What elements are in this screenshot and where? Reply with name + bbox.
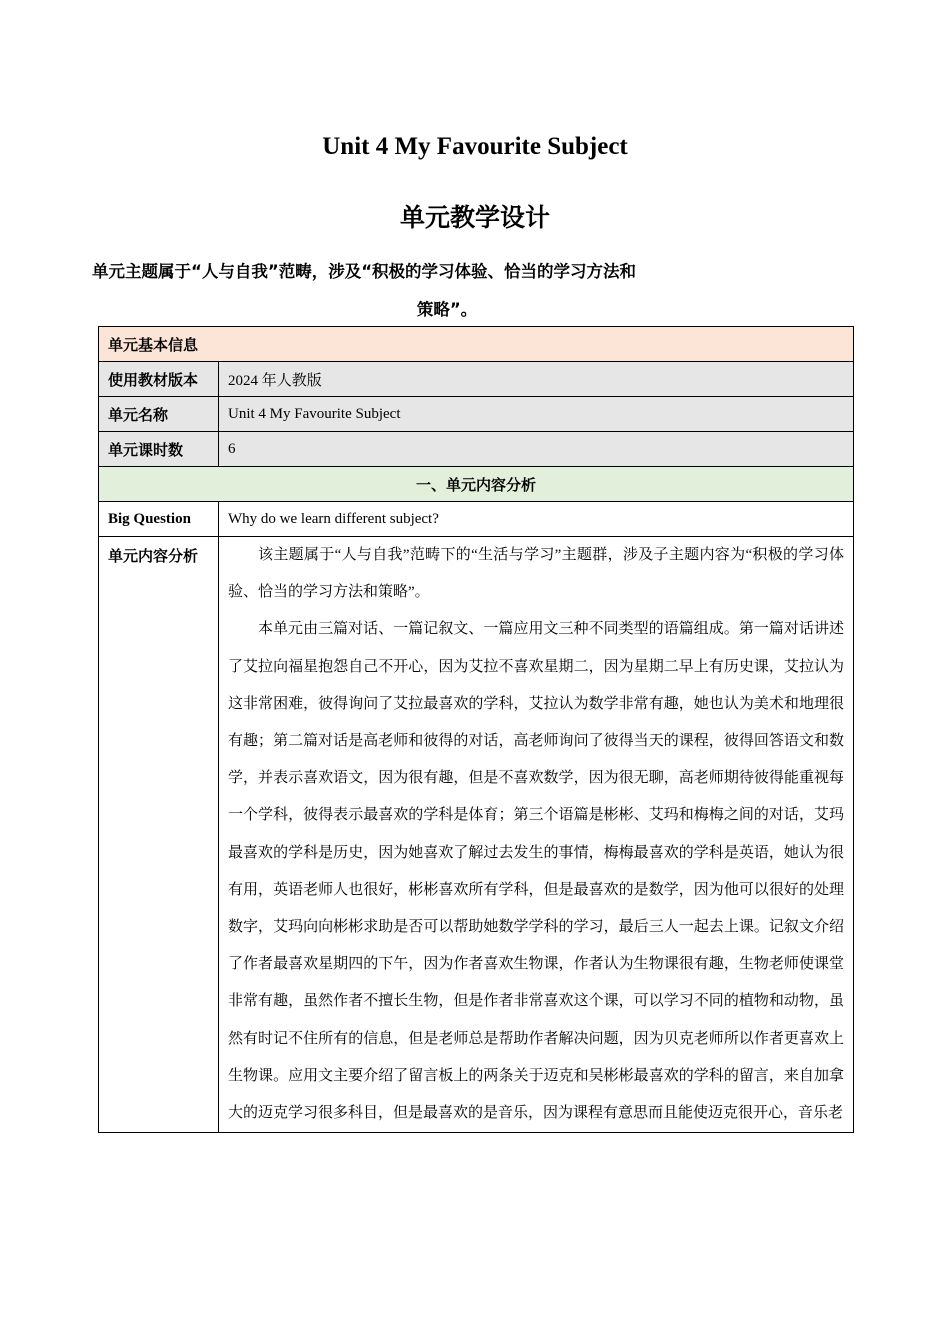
content-analysis-text xyxy=(219,537,854,1133)
basic-info-header-row xyxy=(99,327,854,362)
lesson-count-label: 单元课时数 xyxy=(99,432,219,467)
basic-info-header: 单元基本信息 xyxy=(99,327,854,362)
theme-line-2: 策略”。 xyxy=(416,300,478,319)
content-paragraph-1: 该主题属于“人与自我”范畴下的“生活与学习”主题群，涉及子主题内容为“积极的学习体验、恰当的学习方法和策略”。 xyxy=(228,547,845,601)
lesson-count-value: 6 xyxy=(219,432,854,467)
textbook-row xyxy=(99,362,854,397)
content-analysis-section-header: 一、单元内容分析 xyxy=(99,467,854,502)
big-question-label: Big Question xyxy=(99,502,219,537)
unit-name-value: Unit 4 My Favourite Subject xyxy=(219,397,854,432)
theme-line-1: 单元主题属于“人与自我”范畴，涉及“积极的学习体验、恰当的学习方法和 xyxy=(92,262,637,281)
content-paragraph-2: 本单元由三篇对话、一篇记叙文、一篇应用文三种不同类型的语篇组成。第一篇对话讲述了艾拉向福星抱怨自己不开心，因为艾拉不喜欢星期二，因为星期二早上有历史课，艾拉认为这非常困难，彼得询问了艾拉最喜欢的学科，艾拉认为数学非常有趣，她也认为美术和地理很有趣；第二篇对话是高老师和彼得的对话，高老师询问了彼得当天的课程，彼得回答语文和数学，并表示喜欢语文，因为很有趣，但是不喜欢数学，因为很无聊，高老师期待彼得能重视每一个学科，彼得表示最喜欢的学科是体育；第三个语篇是彬彬、艾玛和梅梅之间的对话，艾玛最喜欢的学科是历史，因为她喜欢了解过去发生的事情，梅梅最喜欢的学科是英语，她认为很有用，英语老师人也很好，彬彬喜欢所有学科，但是最喜欢的是数学，因为他可以很好的处理数字，艾玛向向彬彬求助是否可以帮助她数学学科的学习，最后三人一起去上课。记叙文介绍了作者最喜欢星期四的下午，因为作者喜欢生物课，作者认为生物课很有趣，生物老师使课堂非常有趣，虽然作者不擅长生物，但是作者非常喜欢这个课，可以学习不同的植物和动物，虽然有时记不住所有的信息，但是老师总是帮助作者解决问题，因为贝克老师所以作者更喜欢上生物课。应用文主要介绍了留言板上的两条关于迈克和吴彬彬最喜欢的学科的留言，来自加拿大的迈克学习很多科目，但是最喜欢的是音乐，因为课程有意思而且能使迈克很开心，音乐老 xyxy=(228,621,845,1122)
unit-name-label: 单元名称 xyxy=(99,397,219,432)
unit-title: Unit 4 My Favourite Subject xyxy=(322,133,628,160)
unit-theme xyxy=(92,253,752,329)
unit-info-table xyxy=(98,326,854,1133)
lesson-count-row xyxy=(99,432,854,467)
unit-name-row xyxy=(99,397,854,432)
design-title: 单元教学设计 xyxy=(399,203,550,232)
content-analysis-section-row xyxy=(99,467,854,502)
content-analysis-row xyxy=(99,537,854,1133)
big-question-value: Why do we learn different subject? xyxy=(219,502,854,537)
textbook-value: 2024 年人教版 xyxy=(219,362,854,397)
content-analysis-label: 单元内容分析 xyxy=(99,537,219,1133)
textbook-label: 使用教材版本 xyxy=(99,362,219,397)
big-question-row xyxy=(99,502,854,537)
